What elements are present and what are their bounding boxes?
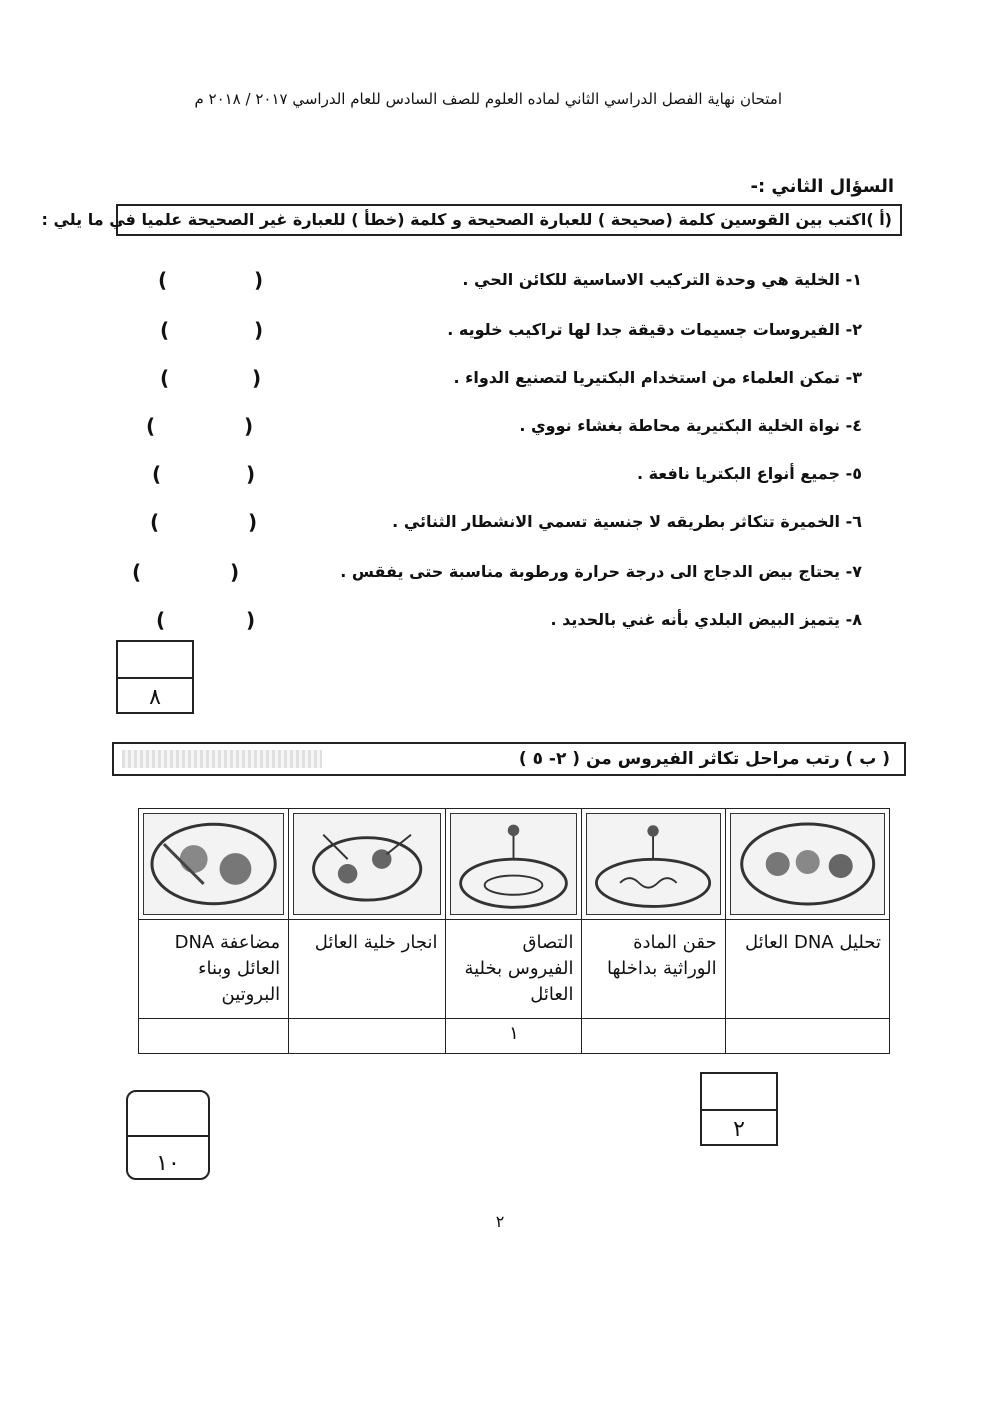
statement-6: ٦- الخميرة تتكاثر بطريقه لا جنسية تسمي الانشطار الثنائي .: [392, 512, 862, 531]
virus-cell-icon: [730, 813, 885, 915]
table-row-order: [139, 1019, 890, 1054]
stage-order-input[interactable]: [293, 1023, 441, 1049]
score-box-part-b: [700, 1072, 778, 1146]
answer-blank-3-open[interactable]: (: [160, 366, 170, 390]
score-divider: [128, 1135, 208, 1137]
stage-order-input[interactable]: ١: [509, 1023, 519, 1044]
statement-3: ٣- تمكن العلماء من استخدام البكتيريا لتصنيع الدواء .: [453, 368, 862, 387]
part-a-instruction: (أ )اكتب بين القوسين كلمة (صحيحة ) للعبارة الصحيحة و كلمة (خطأ ) للعبارة غير الصحيحة علميا في ما يلي :: [116, 204, 902, 236]
score-divider: [702, 1109, 776, 1111]
score-box-part-a: [116, 640, 194, 714]
statement-1: ١- الخلية هي وحدة التركيب الاساسية للكائن الحي .: [462, 270, 862, 289]
statement-2: ٢- الفيروسات جسيمات دقيقة جدا لها تراكيب خلويه .: [447, 320, 862, 339]
stage-order-input[interactable]: [586, 1023, 720, 1049]
answer-blank-3-close[interactable]: ): [252, 366, 262, 390]
answer-blank-5-open[interactable]: (: [152, 462, 162, 486]
statement-4: ٤- نواة الخلية البكتيرية محاطة بغشاء نووي .: [519, 416, 862, 435]
virus-cell-icon: [450, 813, 577, 915]
page-number: ٢: [495, 1212, 505, 1231]
exam-header: امتحان نهاية الفصل الدراسي الثاني لماده العلوم للصف السادس للعام الدراسي ٢٠١٧ / ٢٠١٨ م: [194, 90, 782, 108]
question-title: السؤال الثاني :-: [750, 176, 894, 197]
answer-blank-2-open[interactable]: (: [160, 318, 170, 342]
answer-blank-7-close[interactable]: ): [230, 560, 240, 584]
statement-5: ٥- جميع أنواع البكتريا نافعة .: [636, 464, 862, 483]
stage-order-input[interactable]: [143, 1023, 284, 1049]
stage-label: مضاعفة DNA العائل وبناء البروتين: [174, 932, 281, 1005]
stage-label: حقن المادة الوراثية بداخلها: [606, 932, 717, 979]
score-divider: [118, 677, 192, 679]
answer-blank-8-open[interactable]: (: [156, 608, 166, 632]
score-value: ٨: [149, 685, 161, 710]
part-b-instruction: [112, 742, 906, 776]
table-row-labels: [139, 920, 890, 1019]
stage-cell-2: [582, 809, 725, 920]
virus-cell-icon: [143, 813, 284, 915]
stage-cell-1: [446, 809, 582, 920]
table-row-images: [139, 809, 890, 920]
answer-blank-6-close[interactable]: ): [248, 510, 258, 534]
stage-label: تحليل DNA العائل: [744, 932, 881, 953]
stage-cell-4: [289, 809, 446, 920]
answer-blank-1-close[interactable]: ): [254, 268, 264, 292]
virus-cell-icon: [586, 813, 720, 915]
answer-blank-5-close[interactable]: ): [246, 462, 256, 486]
total-score-box: [126, 1090, 210, 1180]
stage-cell-5: [139, 809, 289, 920]
answer-blank-7-open[interactable]: (: [132, 560, 142, 584]
answer-blank-4-close[interactable]: ): [244, 414, 254, 438]
stage-label: التصاق الفيروس بخلية العائل: [464, 932, 574, 1005]
total-score-value: ١٠: [156, 1151, 180, 1176]
answer-blank-1-open[interactable]: (: [158, 268, 168, 292]
statement-8: ٨- يتميز البيض البلدي بأنه غني بالحديد .: [550, 610, 862, 629]
score-value: ٢: [733, 1117, 745, 1142]
scan-noise: [122, 750, 322, 768]
answer-blank-4-open[interactable]: (: [146, 414, 156, 438]
answer-blank-6-open[interactable]: (: [150, 510, 160, 534]
part-b-instruction-text: ( ب ) رتب مراحل تكاثر الفيروس من ( ٢- ٥ ): [518, 749, 890, 769]
answer-blank-2-close[interactable]: ): [254, 318, 264, 342]
virus-cell-icon: [293, 813, 441, 915]
stage-order-input[interactable]: [730, 1023, 885, 1049]
statement-7: ٧- يحتاج بيض الدجاج الى درجة حرارة ورطوبة مناسبة حتى يفقس .: [340, 562, 862, 581]
stage-cell-0: [725, 809, 889, 920]
stages-table: [138, 808, 890, 1054]
stage-label: انجار خلية العائل: [314, 932, 438, 953]
answer-blank-8-close[interactable]: ): [246, 608, 256, 632]
